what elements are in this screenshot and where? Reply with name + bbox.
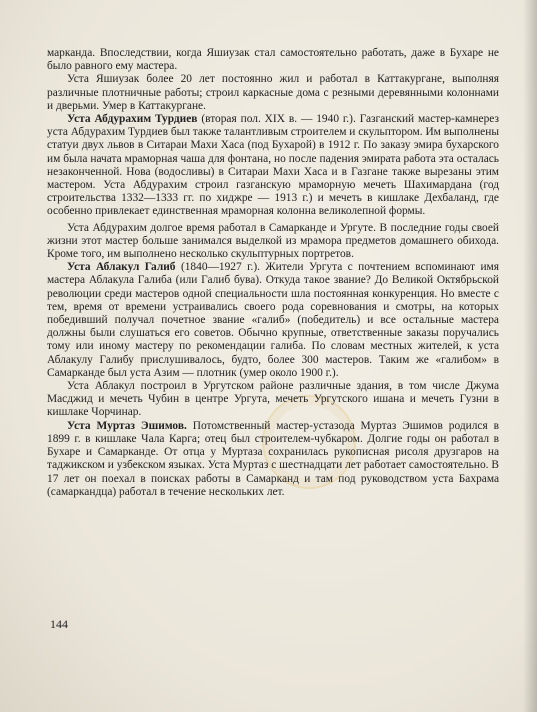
page-gutter-shadow xyxy=(523,0,537,712)
page-number: 144 xyxy=(50,617,68,631)
paragraph-master-entry xyxy=(47,420,499,499)
paragraph-master-entry xyxy=(47,113,499,219)
master-name: Уста Абдурахим Турдиев xyxy=(67,113,198,126)
paragraph-text: Уста Абдурахим долгое время работал в Самарканде и Ургуте. В последние годы своей жизни этот мастер больше занимался выделкой из мрамора предметов домашнего обихода. Кроме того, им выполнено несколько скульптурных портретов. xyxy=(47,221,499,261)
paragraph-text: Уста Аблакул построил в Ургутском районе различные здания, в том числе Джума Масджид и мечеть Чубин в центре Ургута, мечеть Ургутского ишана и мечеть Гузни в кишлаке Чорчинар. xyxy=(47,380,499,419)
page-body-text xyxy=(47,47,499,499)
paragraph-text: (1840—1927 г.). Жители Ургута с почтением вспоминают имя мастера Аблакула Галиба (или Галиб бува). Откуда такое звание? До Великой Октябрьской революции среди мастеров одной специальности шла постоянная конкуренция. Но вместе с тем, время от времени устраивались своего рода соревнования и смотры, на которых победивший получал почетное звание «галиб» (победитель) и все остальные мастера должны были слушаться его советов. Обычно крупные, ответственные заказы поручались тому или иному мастеру по рекомендации галиба. По словам местных жителей, к уста Аблакулу Галибу прислушивалось, будто, более 300 мастеров. Таким же «галибом» в Самарканде был уста Азим — плотник (умер около 1900 г.). xyxy=(47,261,499,379)
paragraph-master-entry xyxy=(47,261,499,380)
paragraph xyxy=(47,73,499,113)
master-name: Уста Муртаз Эшимов. xyxy=(67,419,187,432)
paragraph-text: Уста Яшиузак более 20 лет постоянно жил и работал в Каттакургане, выполняя различные плотничные работы; строил каркасные дома с резными деревянными колоннами и дверьми. Умер в Каттакургане. xyxy=(47,73,499,112)
master-name: Уста Аблакул Галиб xyxy=(67,261,176,274)
paragraph-text: марканда. Впоследствии, когда Яшиузак стал самостоятельно работать, даже в Бухаре не было равного ему мастера. xyxy=(47,47,499,73)
paragraph-continuation xyxy=(47,47,499,73)
paragraph xyxy=(47,222,499,262)
paragraph xyxy=(47,380,499,420)
paragraph-text: Потомственный мастер-устазода Муртаз Эшимов родился в 1899 г. в кишлаке Чала Карга; отец был строителем-чубкаром. Долгие годы он работал в Бухаре и Самарканде. От отца у Муртаза сохранилась рукописная рисоля друзгаров на таджикском и узбекском языках. Уста Муртаз с шестнадцати лет работает самостоятельно. В 17 лет он поехал в поисках работы в Самарканд и там под руководством уста Бахрама (самаркандца) работал в течение нескольких лет. xyxy=(47,419,499,498)
paragraph-text: (вторая пол. XIX в. — 1940 г.). Газганский мастер-камнерез уста Абдурахим Турдиев был также талантливым строителем и скульптором. Им выполнены статуи двух львов в Ситараи Махи Хаса (под Бухарой) в 1912 г. По заказу эмира бухарского им была начата мраморная чаша для фонтана, но после падения эмирата работа эта осталась незаконченной. Нова (водосливы) в Ситараи Махи Хаса и в Газгане также вырезаны этим мастером. Уста Абдурахим строил газганскую мраморную мечеть Шахимардана (год строительства 1332—1333 гг. по хиджре — 1913 г.) и мечеть в кишлаке Дехбаланд, где особенно привлекает единственная мраморная колонна великолепной формы. xyxy=(47,113,499,218)
